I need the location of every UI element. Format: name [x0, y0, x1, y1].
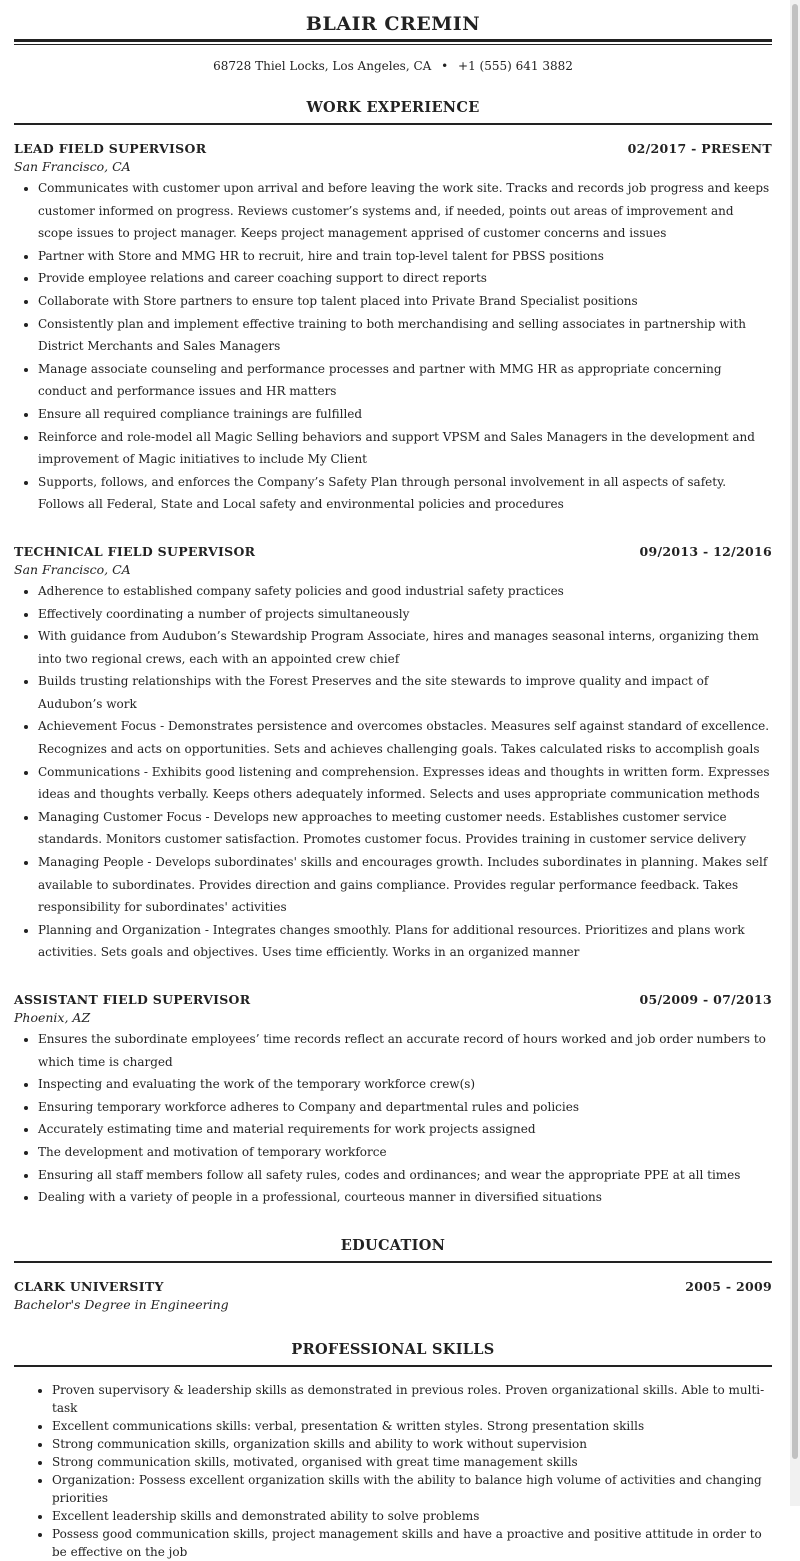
header-rule-thin: [14, 44, 772, 45]
skills-section: [14, 1339, 772, 1561]
list-item: • Planning and Organization - Integrates changes smoothly. Plans for additional resources. Prioritizes and plans work activities. Sets goals and objectives. Uses time efficiently. Works in an organized manner: [38, 919, 772, 964]
list-item: • Communicates with customer upon arrival and before leaving the work site. Tracks and records job progress and keeps customer informed on progress. Reviews customer’s systems and, if needed, points out areas of improvement and scope issues to project manager. Keeps project management apprised of customer concerns and issues: [38, 177, 772, 245]
header-rule-thick: [14, 39, 772, 42]
list-item: • Strong communication skills, motivated, organised with great time management skills: [52, 1453, 772, 1471]
job-dates: 05/2009 - 07/2013: [639, 992, 772, 1007]
list-item: • Excellent leadership skills and demonstrated ability to solve problems: [52, 1507, 772, 1525]
resume: [14, 0, 772, 1561]
list-item: • Managing Customer Focus - Develops new approaches to meeting customer needs. Establishes customer service standards. Monitors customer satisfaction. Promotes customer focus. Provides training in customer service delivery: [38, 806, 772, 851]
list-item: • With guidance from Audubon’s Stewardship Program Associate, hires and manages seasonal interns, organizing them into two regional crews, each with an appointed crew chief: [38, 625, 772, 670]
school-name: CLARK UNIVERSITY: [14, 1278, 164, 1294]
job-entry: [14, 139, 772, 516]
job-title: TECHNICAL FIELD SUPERVISOR: [14, 543, 256, 559]
list-item: • Proven supervisory & leadership skills as demonstrated in previous roles. Proven organizational skills. Able to multi-task: [52, 1381, 772, 1417]
list-item: • Strong communication skills, organization skills and ability to work without supervision: [52, 1435, 772, 1453]
list-item: • Collaborate with Store partners to ensure top talent placed into Private Brand Specialist positions: [38, 290, 772, 313]
list-item: • Ensures the subordinate employees’ time records reflect an accurate record of hours worked and job order numbers to which time is charged: [38, 1028, 772, 1073]
section-rule: [14, 123, 772, 125]
list-item: • Inspecting and evaluating the work of the temporary workforce crew(s): [38, 1073, 772, 1096]
skills-list: [14, 1381, 772, 1561]
list-item: • Accurately estimating time and material requirements for work projects assigned: [38, 1118, 772, 1141]
list-item: • Achievement Focus - Demonstrates persistence and overcomes obstacles. Measures self against standard of excellence. Recognizes and acts on opportunities. Sets and achieves challenging goals. Takes calculated risks to accomplish goals: [38, 715, 772, 760]
job-bullets: [14, 1028, 772, 1209]
phone: +1 (555) 641 3882: [458, 59, 573, 73]
job-header: [14, 990, 772, 1010]
list-item: • Possess good communication skills, project management skills and have a proactive and positive attitude in order to be effective on the job: [52, 1525, 772, 1561]
list-item: • Provide employee relations and career coaching support to direct reports: [38, 267, 772, 290]
candidate-name: BLAIR CREMIN: [305, 13, 481, 35]
section-rule: [14, 1365, 772, 1367]
address: 68728 Thiel Locks, Los Angeles, CA: [213, 59, 432, 73]
job-bullets: [14, 177, 772, 516]
job-bullets: [14, 580, 772, 964]
list-item: • Manage associate counseling and performance processes and partner with MMG HR as appropriate concerning conduct and performance issues and HR matters: [38, 358, 772, 403]
list-item: • Effectively coordinating a number of projects simultaneously: [38, 603, 772, 626]
education-header: [14, 1277, 772, 1297]
contact-line: [14, 56, 772, 76]
job-title: LEAD FIELD SUPERVISOR: [14, 141, 207, 156]
list-item: • Ensure all required compliance trainings are fulfilled: [38, 403, 772, 426]
list-item: • Adherence to established company safety policies and good industrial safety practices: [38, 580, 772, 603]
list-item: • Ensuring temporary workforce adheres to Company and departmental rules and policies: [38, 1096, 772, 1119]
list-item: • Builds trusting relationships with the Forest Preserves and the site stewards to improve quality and impact of Audubon’s work: [38, 670, 772, 715]
list-item: • Reinforce and role-model all Magic Selling behaviors and support VPSM and Sales Managers in the development and improvement of Magic initiatives to include My Client: [38, 426, 772, 471]
job-entry: [14, 990, 772, 1209]
list-item: • Communications - Exhibits good listening and comprehension. Expresses ideas and thoughts in written form. Expresses ideas and thoughts verbally. Keeps others adequately informed. Selects and uses appropriate communication methods: [38, 761, 772, 806]
section-title-education: EDUCATION: [340, 1236, 446, 1254]
job-header: [14, 139, 772, 159]
job-location: Phoenix, AZ: [14, 1010, 91, 1025]
list-item: • Dealing with a variety of people in a professional, courteous manner in diversified situations: [38, 1186, 772, 1209]
job-dates: 02/2017 - PRESENT: [627, 141, 772, 156]
contact-separator: •: [441, 59, 449, 73]
education-section: [14, 1235, 772, 1313]
job-title: ASSISTANT FIELD SUPERVISOR: [14, 992, 251, 1007]
education-entry: [14, 1277, 772, 1313]
list-item: • Excellent communications skills: verbal, presentation & written styles. Strong presentation skills: [52, 1417, 772, 1435]
job-location: San Francisco, CA: [14, 561, 131, 577]
education-dates: 2005 - 2009: [685, 1278, 772, 1294]
vertical-scrollbar[interactable]: [790, 0, 800, 1506]
section-rule: [14, 1261, 772, 1263]
job-location: San Francisco, CA: [14, 159, 131, 174]
list-item: • Consistently plan and implement effective training to both merchandising and selling associates in partnership with District Merchants and Sales Managers: [38, 313, 772, 358]
work-experience-section: [14, 97, 772, 1209]
section-title-work-experience: WORK EXPERIENCE: [306, 99, 480, 116]
scrollbar-thumb[interactable]: [792, 4, 798, 1459]
job-dates: 09/2013 - 12/2016: [639, 543, 772, 559]
list-item: • Supports, follows, and enforces the Company’s Safety Plan through personal involvement in all aspects of safety. Follows all Federal, State and Local safety and environmental policies and procedures: [38, 471, 772, 516]
list-item: • Partner with Store and MMG HR to recruit, hire and train top-level talent for PBSS positions: [38, 245, 772, 268]
list-item: • Managing People - Develops subordinates' skills and encourages growth. Includes subordinates in planning. Makes self available to subordinates. Provides direction and gains compliance. Provides regular performance feedback. Takes responsibility for subordinates' activities: [38, 851, 772, 919]
degree: Bachelor's Degree in Engineering: [14, 1296, 229, 1312]
list-item: • The development and motivation of temporary workforce: [38, 1141, 772, 1164]
job-entry: [14, 542, 772, 964]
list-item: • Organization: Possess excellent organization skills with the ability to balance high volume of activities and changing priorities: [52, 1471, 772, 1507]
list-item: • Ensuring all staff members follow all safety rules, codes and ordinances; and wear the appropriate PPE at all times: [38, 1164, 772, 1187]
section-title-skills: PROFESSIONAL SKILLS: [291, 1340, 495, 1358]
job-header: [14, 542, 772, 562]
